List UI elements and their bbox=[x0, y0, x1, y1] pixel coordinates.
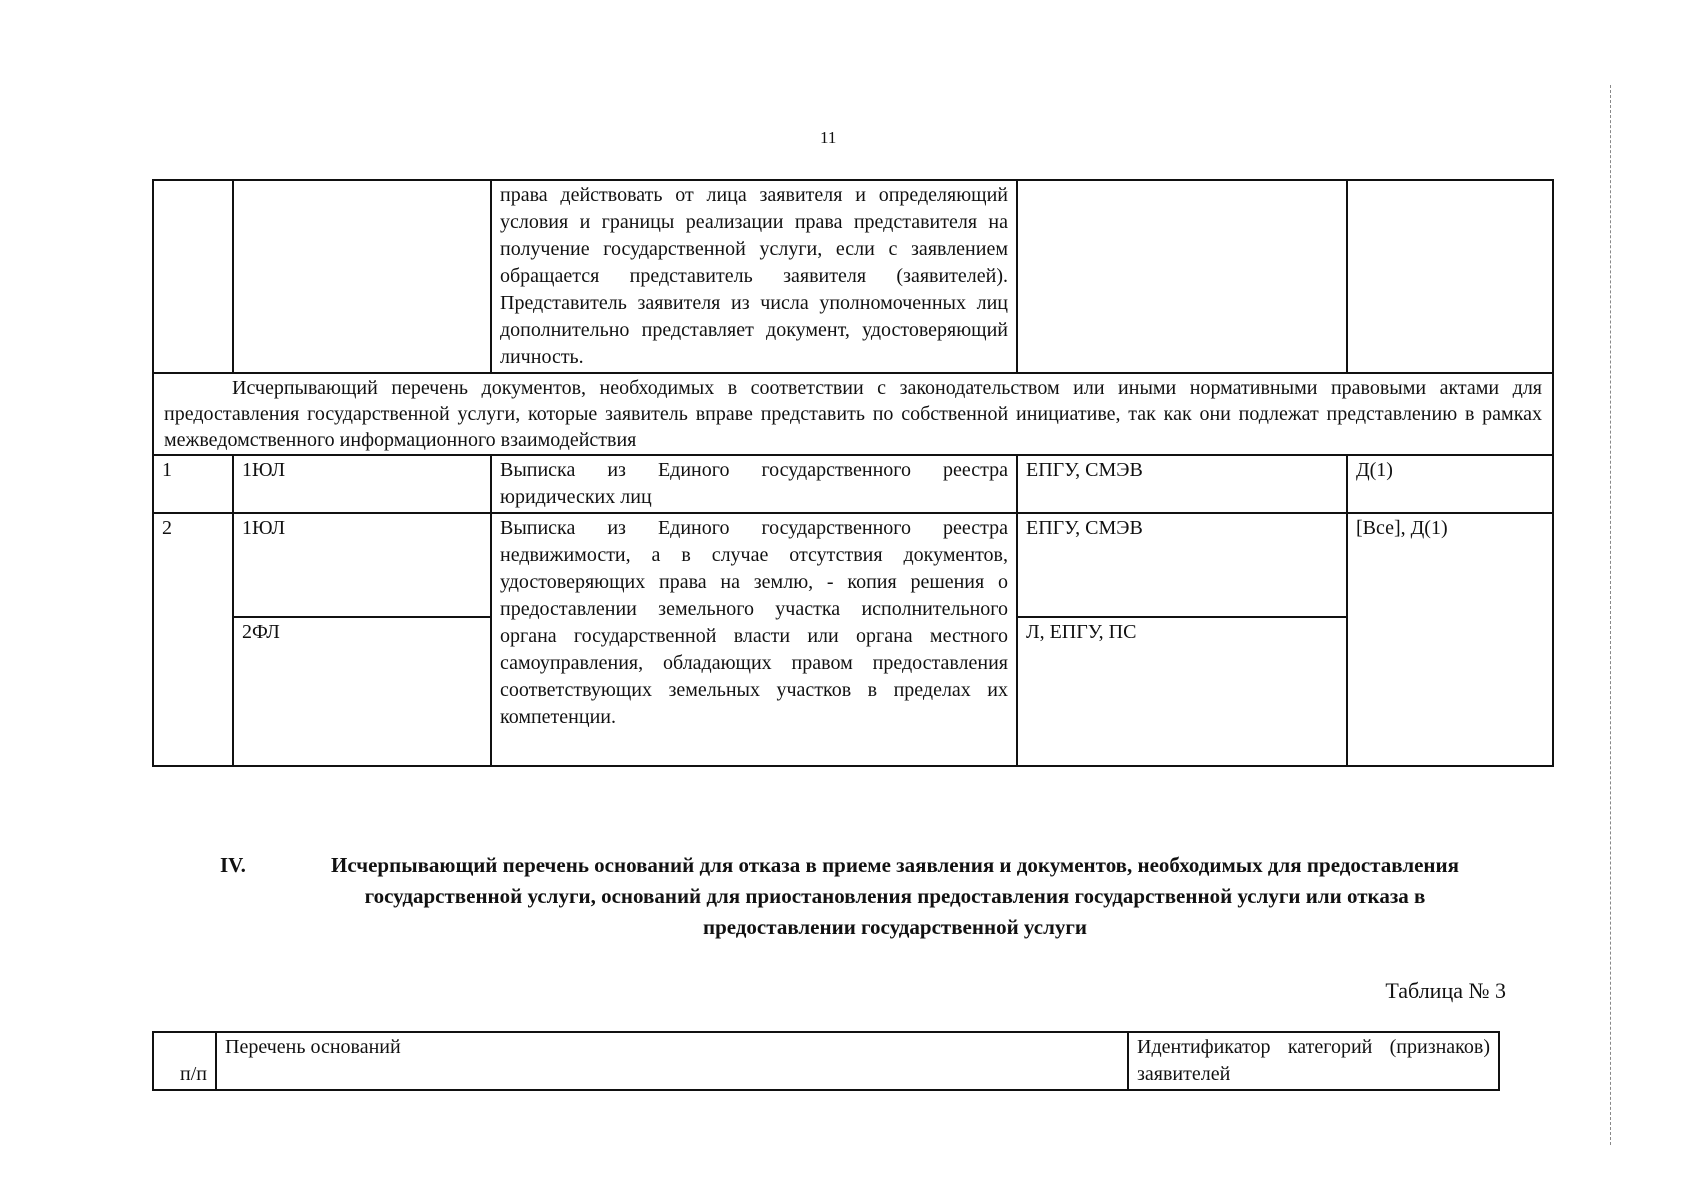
applicant-category: 1ЮЛ bbox=[233, 455, 491, 513]
submission-method: ЕПГУ, СМЭВ bbox=[1017, 513, 1347, 617]
table-row bbox=[153, 513, 1553, 617]
section-title: Исчерпывающий перечень оснований для отказа в приеме заявления и документов, необходимых для предоставления государственной услуги, оснований для приостановления предоставления государственной услуги или отказа в предоставлении государственной услуги bbox=[331, 853, 1459, 939]
section-number: IV. bbox=[220, 853, 246, 877]
table-note-row bbox=[153, 373, 1553, 455]
row-number: 1 bbox=[153, 455, 233, 513]
cell-empty bbox=[1017, 180, 1347, 373]
page-number: 11 bbox=[820, 128, 837, 147]
table-header-row bbox=[153, 1032, 1499, 1090]
applicant-category: 1ЮЛ bbox=[233, 513, 491, 617]
cell-empty bbox=[233, 180, 491, 373]
documents-table bbox=[152, 179, 1554, 767]
document-code: [Все], Д(1) bbox=[1347, 513, 1553, 766]
header-row-number: п/п bbox=[153, 1032, 216, 1090]
submission-method: Л, ЕПГУ, ПС bbox=[1017, 617, 1347, 766]
table-caption: Таблица № 3 bbox=[1385, 978, 1506, 1003]
document-name: Выписка из Единого государственного реестра юридических лиц bbox=[491, 455, 1017, 513]
cell-empty bbox=[153, 180, 233, 373]
cell-empty bbox=[1347, 180, 1553, 373]
document-code: Д(1) bbox=[1347, 455, 1553, 513]
section-heading bbox=[220, 850, 1500, 943]
document-name: Выписка из Единого государственного реестра недвижимости, а в случае отсутствия документов, удостоверяющих права на землю, - копия решения о предоставлении земельного участка исполнительного органа государственной власти или органа местного самоуправления, обладающих правом предоставления соответствующих земельных участков в пределах их компетенции. bbox=[491, 513, 1017, 766]
header-reasons: Перечень оснований bbox=[216, 1032, 1128, 1090]
page-edge-line bbox=[1610, 85, 1611, 1145]
interagency-documents-note: Исчерпывающий перечень документов, необходимых в соответствии с законодательством или иными нормативными правовыми актами для предоставления государственной услуги, которые заявитель вправе представить по собственной инициативе, так как они подлежат представлению в рамках межведомственного информационного взаимодействия bbox=[153, 373, 1553, 455]
submission-method: ЕПГУ, СМЭВ bbox=[1017, 455, 1347, 513]
row-number: 2 bbox=[153, 513, 233, 766]
refusal-reasons-table bbox=[152, 1031, 1500, 1091]
table-row bbox=[153, 455, 1553, 513]
table-row bbox=[153, 180, 1553, 373]
applicant-category: 2ФЛ bbox=[233, 617, 491, 766]
document-description-cell: права действовать от лица заявителя и определяющий условия и границы реализации права представителя на получение государственной услуги, если с заявлением обращается представитель заявителя (заявителей). Представитель заявителя из числа уполномоченных лиц дополнительно представляет документ, удостоверяющий личность. bbox=[491, 180, 1017, 373]
header-applicant-identifier: Идентификатор категорий (признаков) заявителей bbox=[1128, 1032, 1499, 1090]
